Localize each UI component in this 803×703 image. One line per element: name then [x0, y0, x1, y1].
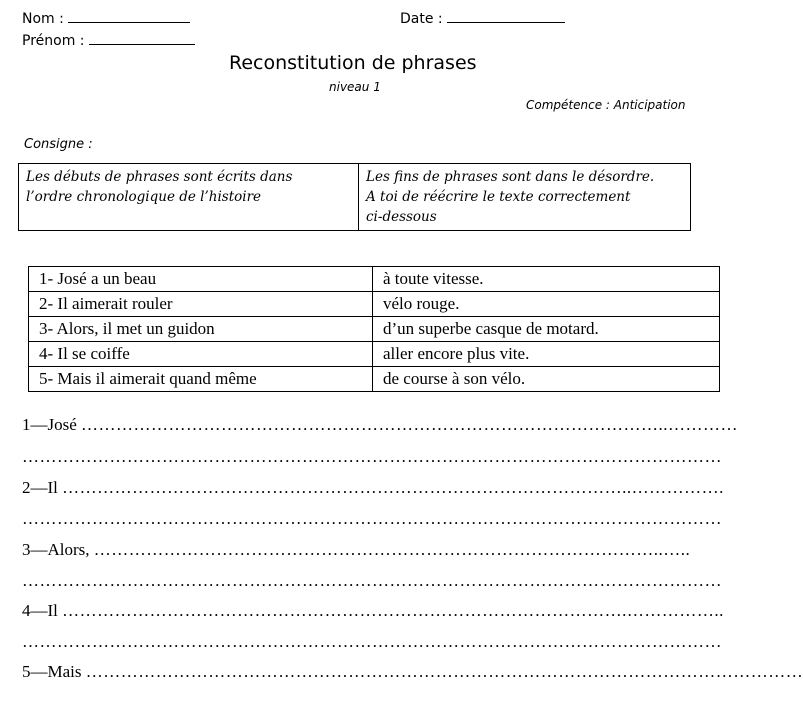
- consigne-left-line: Les débuts de phrases sont écrits dans: [26, 169, 293, 185]
- consigne-right-line: A toi de réécrire le texte correctement: [366, 189, 631, 205]
- competence-label: Compétence : Anticipation: [526, 98, 686, 112]
- consigne-right-line: Les fins de phrases sont dans le désordre.: [366, 169, 655, 185]
- answer-line-4-continued[interactable]: [22, 632, 722, 652]
- answer-dots: …………………………………………………………………………………………………………: [22, 571, 722, 590]
- answer-dots: …………………………………………………………………………………….……………..: [62, 601, 724, 620]
- answer-dots: …………………………………………………………………………………………………………: [22, 509, 722, 528]
- phrase-end: vélo rouge.: [373, 292, 720, 317]
- nom-field: [22, 8, 190, 27]
- consigne-right-line: ci-dessous: [366, 209, 437, 225]
- answer-dots: …………………………………………………………………………………………………………: [22, 447, 722, 466]
- phrase-start: 4- Il se coiffe: [29, 342, 373, 367]
- answer-line-3-continued[interactable]: [22, 571, 722, 591]
- answer-line-2[interactable]: [22, 478, 724, 498]
- table-row: [29, 267, 720, 292]
- phrases-table: [28, 266, 720, 392]
- page-title: Reconstitution de phrases: [229, 52, 477, 74]
- date-field: [400, 8, 565, 27]
- consigne-left-line: l’ordre chronologique de l’histoire: [26, 189, 262, 205]
- answer-dots: ……………………………………………………………………………………..…..: [93, 540, 691, 559]
- phrase-start: 2- Il aimerait rouler: [29, 292, 373, 317]
- answer-line-1[interactable]: [22, 415, 739, 435]
- nom-label: Nom :: [22, 11, 64, 27]
- answer-line-3[interactable]: [22, 540, 691, 560]
- phrase-start: 1- José a un beau: [29, 267, 373, 292]
- phrase-end: de course à son vélo.: [373, 367, 720, 392]
- answer-label: 3—Alors,: [22, 540, 90, 559]
- answer-dots: …………………………………………………………………………………………………………: [22, 632, 722, 651]
- table-row: [29, 342, 720, 367]
- phrase-end: à toute vitesse.: [373, 267, 720, 292]
- answer-dots: ……………………………………………………………………………………..…………….: [62, 478, 724, 497]
- consigne-box: [18, 163, 691, 231]
- answer-line-1-continued[interactable]: [22, 447, 722, 467]
- table-row: [29, 292, 720, 317]
- prenom-blank[interactable]: [89, 30, 195, 45]
- answer-label: 1—José: [22, 415, 77, 434]
- level-label: niveau 1: [329, 80, 381, 94]
- date-blank[interactable]: [447, 8, 565, 23]
- answer-dots: ……………………………………………………………………………………………………………: [85, 662, 803, 681]
- answer-line-5[interactable]: [22, 662, 803, 682]
- phrase-end: aller encore plus vite.: [373, 342, 720, 367]
- answer-label: 2—Il: [22, 478, 58, 497]
- answer-dots: ………………………………………………………………………………………..…………: [81, 415, 739, 434]
- answer-line-2-continued[interactable]: [22, 509, 722, 529]
- consigne-left: [19, 164, 359, 231]
- prenom-label: Prénom :: [22, 33, 85, 49]
- prenom-field: [22, 30, 195, 49]
- date-label: Date :: [400, 11, 443, 27]
- answer-label: 4—Il: [22, 601, 58, 620]
- nom-blank[interactable]: [68, 8, 190, 23]
- phrase-end: d’un superbe casque de motard.: [373, 317, 720, 342]
- consigne-right: [359, 164, 691, 231]
- table-row: [29, 317, 720, 342]
- consigne-label: Consigne :: [24, 137, 93, 152]
- phrase-start: 3- Alors, il met un guidon: [29, 317, 373, 342]
- phrase-start: 5- Mais il aimerait quand même: [29, 367, 373, 392]
- table-row: [29, 367, 720, 392]
- answer-line-4[interactable]: [22, 601, 724, 621]
- answer-label: 5—Mais: [22, 662, 82, 681]
